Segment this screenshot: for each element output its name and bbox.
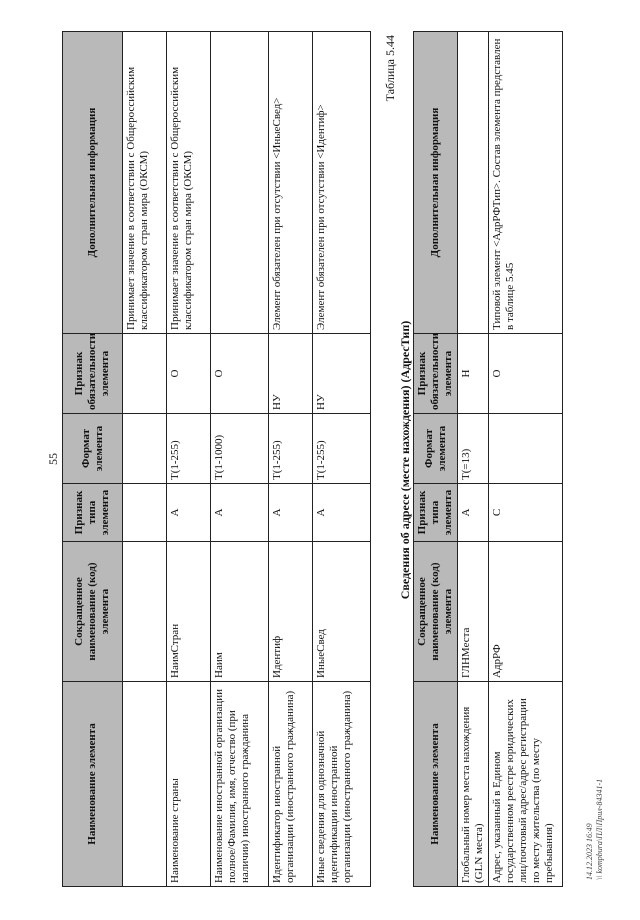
table-cell: T(1-255): [167, 414, 211, 484]
table-title: Сведения об адресе (месте нахождения) (АдресТип): [398, 320, 412, 600]
footer-timestamp: 14.12.2023 16:49: [585, 823, 594, 880]
header-cell: Признак обязательности элемента: [414, 334, 458, 414]
table-cell: T(1-1000): [211, 414, 269, 484]
table-row: [489, 32, 563, 887]
footer-path: \\ kompbura\ПЛ\Прил-84341-1: [595, 778, 604, 880]
table-cell: Идентификатор иностранной организации (иностранного гражданина): [269, 682, 313, 887]
table-cell: О: [489, 334, 563, 414]
table-cell: Элемент обязателен при отсутствии <Идентиф>: [313, 32, 371, 334]
table-cell: Н: [458, 334, 489, 414]
table-cell: Наименование страны: [167, 682, 211, 887]
header-cell: Признак типа элемента: [414, 484, 458, 542]
elements-table-foreign: [62, 31, 371, 887]
header-cell: Признак типа элемента: [63, 484, 123, 542]
table-cell: О: [167, 334, 211, 414]
document-footer: [585, 779, 605, 880]
table-row: [211, 32, 269, 887]
header-cell: Дополнительная информация: [414, 32, 458, 334]
table-cell: Адрес, указанный в Едином государственном реестре юридических лиц/почтовый адрес/адрес регистрации по месту жительства (по месту пребывания): [489, 682, 563, 887]
table-cell: T(=13): [458, 414, 489, 484]
header-cell: Формат элемента: [414, 414, 458, 484]
table-cell: А: [269, 484, 313, 542]
table-number: Таблица 5.44: [383, 35, 397, 102]
table-cell: Типовой элемент <АдрРФТип>. Состав элемента представлен в таблице 5.45: [489, 32, 563, 334]
table-cell: Иные сведения для однозначной идентификации иностранной организации (иностранного гражданина): [313, 682, 371, 887]
table-cell: Принимает значение в соответствии с Общероссийским классификатором стран мира (ОКСМ): [167, 32, 211, 334]
table-cell: [123, 484, 167, 542]
table-cell: А: [458, 484, 489, 542]
table-cell: [211, 32, 269, 334]
table-cell: А: [167, 484, 211, 542]
table-cell: С: [489, 484, 563, 542]
table-row: [458, 32, 489, 887]
table-cell: НУ: [313, 334, 371, 414]
table-header-row: [63, 32, 123, 887]
table-cell: А: [313, 484, 371, 542]
header-cell: Наименование элемента: [63, 682, 123, 887]
table-row: [167, 32, 211, 887]
elements-table-address: [413, 31, 563, 887]
table-cell: АдрРФ: [489, 542, 563, 682]
table-cell: А: [211, 484, 269, 542]
table-cell: Наим: [211, 542, 269, 682]
table-cell: [458, 32, 489, 334]
table-cell: [123, 542, 167, 682]
table-cell: Глобальный номер места нахождения (GLN места): [458, 682, 489, 887]
table-row: [123, 32, 167, 887]
table-cell: ГЛНМеста: [458, 542, 489, 682]
table-cell: Идентиф: [269, 542, 313, 682]
table-cell: ИныеСвед: [313, 542, 371, 682]
table-cell: О: [211, 334, 269, 414]
table-row: [269, 32, 313, 887]
table-cell: [123, 414, 167, 484]
header-cell: Признак обязательности элемента: [63, 334, 123, 414]
table-cell: Принимает значение в соответствии с Общероссийским классификатором стран мира (ОКСМ): [123, 32, 167, 334]
header-cell: Наименование элемента: [414, 682, 458, 887]
header-cell: Дополнительная информация: [63, 32, 123, 334]
table-header-row: [414, 32, 458, 887]
table-cell: [123, 334, 167, 414]
table-row: [313, 32, 371, 887]
page-number: 55: [46, 453, 60, 465]
table-cell: НУ: [269, 334, 313, 414]
header-cell: Сокращенное наименование (код) элемента: [63, 542, 123, 682]
table-cell: [489, 414, 563, 484]
table-cell: T(1-255): [269, 414, 313, 484]
table-cell: T(1-255): [313, 414, 371, 484]
table-cell: [123, 682, 167, 887]
table-cell: НаимСтран: [167, 542, 211, 682]
table-cell: Элемент обязателен при отсутствии <ИныеСвед>: [269, 32, 313, 334]
header-cell: Формат элемента: [63, 414, 123, 484]
table-cell: Наименование иностранной организации полное/Фамилия, имя, отчество (при наличии) иностранного гражданина: [211, 682, 269, 887]
header-cell: Сокращенное наименование (код) элемента: [414, 542, 458, 682]
